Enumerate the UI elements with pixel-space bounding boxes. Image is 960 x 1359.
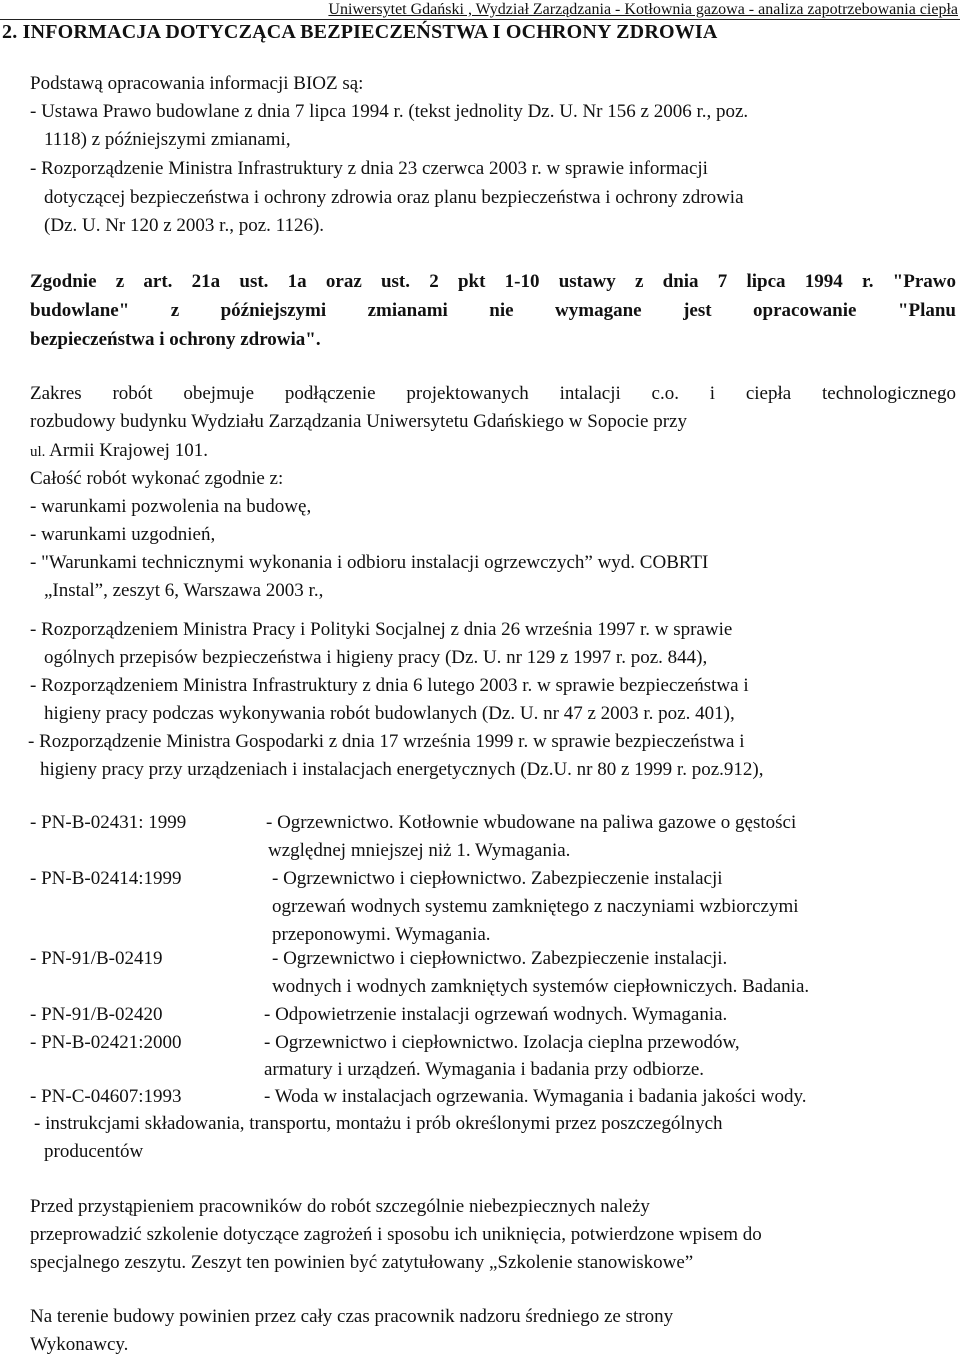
section-title: 2. INFORMACJA DOTYCZĄCA BEZPIECZEŃSTWA I OCHRONY ZDROWIA [2,21,718,43]
training-line-3: specjalnego zeszytu. Zeszyt ten powinien być zatytułowany „Szkolenie stanowiskowe” [30,1252,694,1273]
regulation-2-line-2: higieny pracy podczas wykonywania robót budowlanych (Dz. U. nr 47 z 2003 r. poz. 401), [44,703,735,724]
scope-line-7: - "Warunkami technicznymi wykonania i odbioru instalacji ogrzewczych” wyd. COBRTI [30,552,709,573]
instructions-line-1: - instrukcjami składowania, transportu, montażu i prób określonymi przez poszczególnych [34,1113,723,1134]
standard-desc: względnej mniejszej niż 1. Wymagania. [268,840,571,861]
standard-desc: - Woda w instalacjach ogrzewania. Wymagania i badania jakości wody. [264,1086,807,1107]
regulation-3-line-1: - Rozporządzenie Ministra Gospodarki z dnia 17 września 1999 r. w sprawie bezpieczeństwa i [28,731,745,752]
standard-desc: armatury i urządzeń. Wymagania i badania przy odbiorze. [264,1059,705,1080]
standard-desc: ogrzewań wodnych systemu zamkniętego z naczyniami wzbiorczymi [272,896,799,917]
standard-code: - PN-91/B-02420 [30,1004,163,1025]
scope-line-6: - warunkami uzgodnień, [30,524,216,545]
standard-code: - PN-C-04607:1993 [30,1086,182,1107]
regulation-2-line-1: - Rozporządzeniem Ministra Infrastruktury z dnia 6 lutego 2003 r. w sprawie bezpieczeństwa i [30,675,749,696]
scope-line-3 [30,439,208,464]
basis-line-3: - Rozporządzenie Ministra Infrastruktury z dnia 23 czerwca 2003 r. w sprawie informacji [30,158,708,179]
regulation-1-line-1: - Rozporządzeniem Ministra Pracy i Polityki Socjalnej z dnia 26 września 1997 r. w sprawie [30,619,733,640]
standard-desc: przeponowymi. Wymagania. [272,924,491,945]
scope-line-2: rozbudowy budynku Wydziału Zarządzania Uniwersytetu Gdańskiego w Sopocie przy [30,411,687,432]
standard-code: - PN-B-02431: 1999 [30,812,187,833]
running-title: Uniwersytet Gdański , Wydział Zarządzania - Kotłownia gazowa - analiza zapotrzebowania ciepła [328,1,958,18]
standard-desc: - Odpowietrzenie instalacji ogrzewań wodnych. Wymagania. [264,1004,728,1025]
training-line-2: przeprowadzić szkolenie dotyczące zagrożeń i sposobu ich uniknięcia, potwierdzone wpisem do [30,1224,762,1245]
standard-code: - PN-B-02414:1999 [30,868,182,889]
scope-line-5: - warunkami pozwolenia na budowę, [30,496,312,517]
basis-line-2: 1118) z późniejszymi zmianami, [44,129,291,150]
standard-code: - PN-91/B-02419 [30,948,163,969]
basis-intro: Podstawą opracowania informacji BIOZ są: [30,73,364,94]
standard-desc: wodnych i wodnych zamkniętych systemów ciepłowniczych. Badania. [272,976,810,997]
basis-line-1: - Ustawa Prawo budowlane z dnia 7 lipca 1994 r. (tekst jednolity Dz. U. Nr 156 z 2006 r., poz. [30,101,749,122]
standard-desc: - Ogrzewnictwo. Kotłownie wbudowane na paliwa gazowe o gęstości [266,812,797,833]
instructions-line-2: producentów [44,1141,144,1162]
scope-line-4: Całość robót wykonać zgodnie z: [30,468,284,489]
page-header [0,0,960,20]
scope-street-prefix: ul. [30,444,46,460]
note-line-3: bezpieczeństwa i ochrony zdrowia". [30,329,321,350]
standard-desc: - Ogrzewnictwo i ciepłownictwo. Zabezpieczenie instalacji. [272,948,728,969]
basis-line-5: (Dz. U. Nr 120 z 2003 r., poz. 1126). [44,215,325,236]
scope-line-8: „Instal”, zeszyt 6, Warszawa 2003 r., [44,580,324,601]
regulation-1-line-2: ogólnych przepisów bezpieczeństwa i higieny pracy (Dz. U. nr 129 z 1997 r. poz. 844), [44,647,708,668]
basis-line-4: dotyczącej bezpieczeństwa i ochrony zdrowia oraz planu bezpieczeństwa i ochrony zdrowia [44,187,744,208]
note-line-2: budowlane" z późniejszymi zmianami nie wymagane jest opracowanie "Planu [30,300,956,321]
scope-line-1: Zakres robót obejmuje podłączenie projektowanych intalacji c.o. i ciepła technologicznego [30,383,956,404]
site-line-1: Na terenie budowy powinien przez cały czas pracownik nadzoru średniego ze strony [30,1306,674,1327]
standard-code: - PN-B-02421:2000 [30,1032,182,1053]
note-line-1: Zgodnie z art. 21a ust. 1a oraz ust. 2 pkt 1-10 ustawy z dnia 7 lipca 1994 r. "Prawo [30,271,956,292]
regulation-3-line-2: higieny pracy przy urządzeniach i instalacjach energetycznych (Dz.U. nr 80 z 1999 r. poz.912), [40,759,764,780]
scope-street: Armii Krajowej 101. [45,440,208,461]
standard-desc: - Ogrzewnictwo i ciepłownictwo. Zabezpieczenie instalacji [272,868,723,889]
site-line-2: Wykonawcy. [30,1334,129,1355]
standard-desc: - Ogrzewnictwo i ciepłownictwo. Izolacja cieplna przewodów, [264,1032,740,1053]
training-line-1: Przed przystąpieniem pracowników do robót szczególnie niebezpiecznych należy [30,1196,650,1217]
